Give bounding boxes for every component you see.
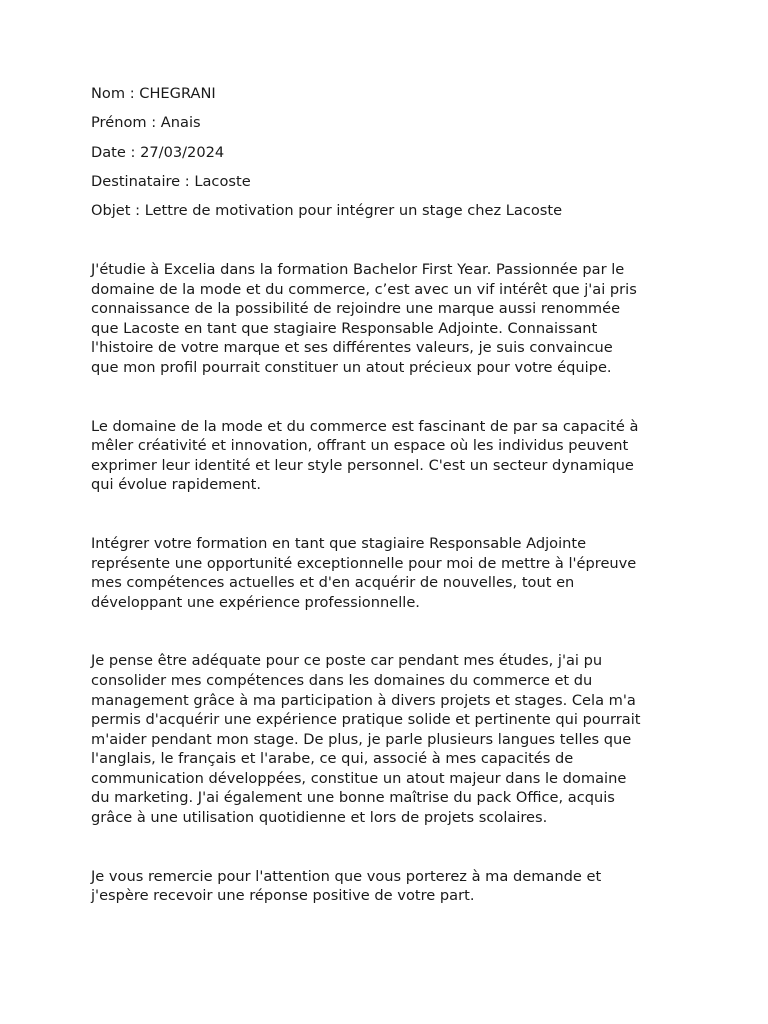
text-line: mes compétences actuelles et d'en acquérir de nouvelles, tout en: [91, 574, 575, 592]
text-line: mêler créativité et innovation, offrant un espace où les individus peuvent: [91, 437, 629, 455]
letter-date: Date : 27/03/2024: [91, 143, 225, 161]
text-line: Intégrer votre formation en tant que stagiaire Responsable Adjointe: [91, 534, 587, 552]
letter-header: [91, 84, 681, 230]
text-line: représente une opportunité exceptionnelle pour moi de mettre à l'épreuve: [91, 554, 637, 572]
text-line: communication développées, constitue un atout majeur dans le domaine: [91, 769, 627, 787]
text-line: Je vous remercie pour l'attention que vous porterez à ma demande et: [91, 867, 602, 885]
text-line: du marketing. J'ai également une bonne maîtrise du pack Office, acquis: [91, 789, 615, 807]
paragraph-spacer: [91, 495, 681, 534]
text-line: permis d'acquérir une expérience pratique solide et pertinente qui pourrait: [91, 711, 641, 729]
text-line: qui évolue rapidement.: [91, 476, 261, 494]
text-line: l'anglais, le français et l'arabe, ce qui, associé à mes capacités de: [91, 750, 574, 768]
paragraph-sector: [91, 417, 681, 495]
text-line: management grâce à ma participation à divers projets et stages. Cela m'a: [91, 691, 636, 709]
paragraph-spacer: [91, 828, 681, 867]
text-line: Je pense être adéquate pour ce poste car pendant mes études, j'ai pu: [91, 652, 603, 670]
text-line: grâce à une utilisation quotidienne et lors de projets scolaires.: [91, 809, 548, 827]
text-line: connaissance de la possibilité de rejoindre une marque aussi renommée: [91, 300, 621, 318]
text-line: domaine de la mode et du commerce, c’est avec un vif intérêt que j'ai pris: [91, 280, 637, 298]
text-line: exprimer leur identité et leur style personnel. C'est un secteur dynamique: [91, 456, 634, 474]
sender-first-name: Prénom : Anais: [91, 114, 201, 132]
paragraph-spacer: [91, 612, 681, 651]
text-line: l'histoire de votre marque et ses différentes valeurs, je suis convaincue: [91, 339, 613, 357]
recipient: Destinataire : Lacoste: [91, 172, 251, 190]
text-line: développant une expérience professionnelle.: [91, 593, 420, 611]
paragraph-closing: [91, 867, 681, 906]
letter-subject: Objet : Lettre de motivation pour intégrer un stage chez Lacoste: [91, 202, 563, 220]
text-line: que Lacoste en tant que stagiaire Responsable Adjointe. Connaissant: [91, 319, 598, 337]
paragraph-intro: [91, 260, 681, 378]
paragraph-opportunity: [91, 534, 681, 612]
letter-body: [91, 260, 681, 906]
text-line: m'aider pendant mon stage. De plus, je parle plusieurs langues telles que: [91, 730, 632, 748]
sender-last-name: Nom : CHEGRANI: [91, 85, 216, 102]
text-line: consolider mes compétences dans les domaines du commerce et du: [91, 671, 593, 689]
text-line: J'étudie à Excelia dans la formation Bachelor First Year. Passionnée par le: [91, 261, 625, 278]
paragraph-skills: [91, 651, 681, 827]
paragraph-spacer: [91, 378, 681, 417]
text-line: que mon profil pourrait constituer un atout précieux pour votre équipe.: [91, 358, 612, 376]
text-line: j'espère recevoir une réponse positive de votre part.: [91, 887, 475, 905]
text-line: Le domaine de la mode et du commerce est fascinant de par sa capacité à: [91, 417, 639, 435]
